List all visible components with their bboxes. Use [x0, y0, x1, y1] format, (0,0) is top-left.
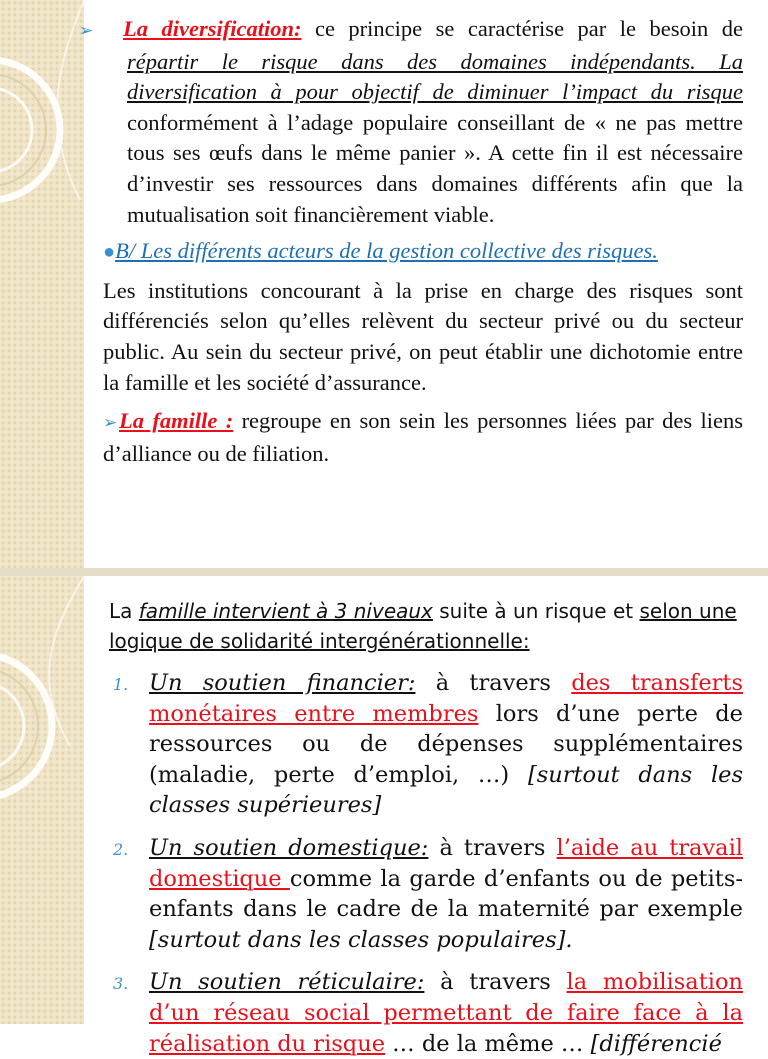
intro-la: La — [109, 599, 139, 623]
institutions-paragraph: Les institutions concourant à la prise en charge des risques sont différenciés selon qu’elles relèvent du secteur privé ou du secteur public. Au sein du secteur privé, on peut établir une dichotomie entre la famille et les société d’assurance. — [103, 277, 743, 395]
circles-ornament — [0, 0, 84, 568]
item-pre: à travers — [424, 969, 567, 996]
item-highlight: des transferts monétaires entre membres — [149, 670, 743, 727]
list-number: 3. — [113, 974, 129, 994]
item-highlight: la mobilisation d’un réseau social permettant de faire face à la réalisation du risque — [149, 969, 743, 1057]
item-note: [surtout dans les classes supérieures] — [149, 761, 743, 819]
intro-emphasis: famille intervient à 3 niveaux — [138, 599, 433, 623]
item-title: Un soutien domestique: — [149, 834, 429, 861]
arrow-bullet-icon: ➢ — [103, 413, 118, 433]
famille-term: La famille : — [119, 408, 234, 434]
item-pre: à travers — [415, 670, 572, 696]
item-pre: à travers — [428, 834, 557, 861]
slide-1-content — [79, 14, 743, 469]
item-note: [surtout dans les classes populaires]. — [149, 926, 573, 953]
slide-decoration — [0, 576, 84, 1024]
slide-decoration — [0, 0, 84, 568]
item-post: … de la même … — [385, 1030, 591, 1057]
item-highlight: l’aide au travail domestique — [149, 834, 743, 892]
diversification-text-2: conformément à l’adage populaire conseillant de « ne pas mettre tous ses œufs dans le même panier ». A cette fin il est nécessaire d’investir ses ressources dans domaines différents afin que la mutualisation soit financièrement viable. — [127, 109, 743, 227]
list-item — [109, 668, 743, 821]
list-item — [109, 833, 743, 955]
section-b-link: B/ Les différents acteurs de la gestion collective des risques. — [115, 238, 658, 264]
diversification-paragraph — [79, 14, 743, 230]
circles-ornament — [0, 576, 84, 1024]
item-title: Un soutien financier: — [149, 670, 416, 696]
list-number: 1. — [113, 675, 129, 694]
famille-text: regroupe en son sein les personnes liées par des liens d’alliance ou de filiation. — [103, 408, 743, 466]
slide-2 — [0, 576, 768, 1057]
list-item — [109, 967, 743, 1059]
list-item-text — [149, 668, 743, 821]
slide-2-content — [109, 596, 743, 1059]
item-note: [différencié — [590, 1030, 722, 1057]
slide-separator — [0, 568, 768, 576]
diversification-text: ce principe se caractérise par le besoin de — [301, 16, 743, 41]
list-item-text — [149, 967, 743, 1059]
section-b-heading — [103, 236, 743, 268]
diversification-emphasis: répartir le risque dans des domaines indépendants. La diversification à pour objectif de diminuer l’impact du risque — [127, 48, 743, 105]
item-title: Un soutien réticulaire: — [149, 969, 425, 996]
intro-paragraph — [109, 596, 743, 656]
list-item-text — [149, 833, 743, 955]
famille-paragraph — [103, 406, 743, 469]
dot-bullet-icon: ● — [103, 241, 116, 264]
item-post: lors d’une perte de ressources ou de dépenses supplémentaires (maladie, perte d’emploi, …) — [149, 700, 743, 788]
list-number: 2. — [113, 839, 129, 859]
item-post: comme la garde d’enfants ou de petits-enfants dans le cadre de la maternité par exemple — [149, 865, 743, 923]
diversification-term: La diversification: — [123, 16, 302, 41]
intro-solidarity: selon une logique de solidarité intergénérationnelle: — [109, 599, 737, 653]
intro-mid: suite à un risque et — [432, 599, 640, 623]
arrow-bullet-icon: ➢ — [79, 21, 94, 40]
